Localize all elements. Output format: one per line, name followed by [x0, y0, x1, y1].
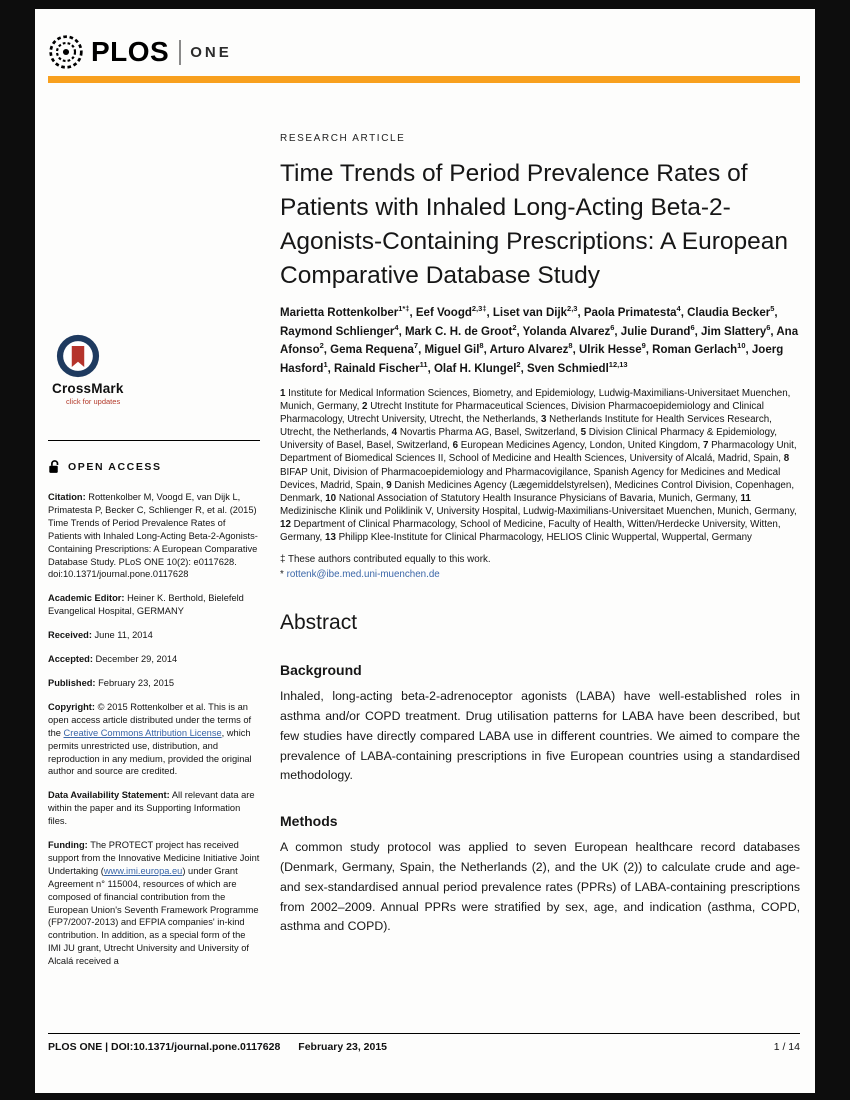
published-note	[48, 677, 260, 690]
article-page	[35, 9, 815, 1093]
author-name: Roman Gerlach$^{10}$	[652, 341, 746, 356]
funding-label: Funding:	[48, 840, 88, 851]
affiliation-number: 13	[325, 532, 339, 544]
email-asterisk: *	[280, 568, 284, 580]
author-name: Eef Voogd$^{2,3\ddagger}$	[415, 304, 487, 319]
copyright-text-before: © 2015 Rottenkolber et al. This is an open access article distributed under the terms of the	[48, 701, 252, 738]
affiliation-number: 5	[580, 427, 589, 439]
author-name: Arturo Alvarez$^8$	[489, 341, 573, 356]
data-availability-text: All relevant data are within the paper and its Supporting Information files.	[48, 790, 255, 827]
accepted-label: Accepted:	[48, 654, 93, 665]
article-type-kicker: RESEARCH ARTICLE	[280, 133, 406, 144]
citation-text: Rottenkolber M, Voogd E, van Dijk L, Primatesta P, Becker C, Schlienger R, et al. (2015) Time Trends of Period Prevalence Rates of Patients with Inhaled Long-Acting Beta-2-Agonists-Containing Prescriptions: A European Comparative Database Study. PLoS ONE 10(2): e0117628. doi:10.1371/journal.pone.0117628	[48, 492, 258, 580]
author-list: Marietta Rottenkolber$^{1*\ddagger}$, Eef Voogd$^{2,3\ddagger}$, Liset van Dijk$^{2,3}$, Paola Primatesta$^4$, Claudia Becker$^5$, Raymond Schlienger$^4$, Mark C. H. de Groot$^2$, Yolanda Alvarez$^6$, Julie Durand$^6$, Jim Slattery$^6$, Ana Afonso$^2$, Gema Requena$^7$, Miguel Gil$^8$, Arturo Alvarez$^8$, Ulrik Hesse$^9$, Roman Gerlach$^{10}$, Joerg Hasford$^1$, Rainald Fischer$^{11}$, Olaf H. Klungel$^2$, Sven Schmiedl$^{12,13}$	[280, 304, 799, 375]
logo-divider	[179, 40, 181, 65]
metadata-sidebar	[48, 83, 260, 979]
affiliation-number: 12	[280, 518, 294, 530]
copyright-label: Copyright:	[48, 701, 95, 712]
author-name: Joerg Hasford$^1$	[280, 344, 784, 375]
author-name: Paola Primatesta$^4$	[583, 304, 681, 319]
data-availability-note	[48, 789, 260, 828]
affiliation-number: 11	[740, 492, 751, 504]
abstract-methods-heading: Methods	[280, 813, 338, 830]
accepted-note	[48, 653, 260, 666]
received-note	[48, 629, 260, 642]
copyright-text-after: , which permits unrestricted use, distribution, and reproduction in any medium, provided the original author and source are credited.	[48, 727, 252, 777]
author-name: Rainald Fischer$^{11}$	[334, 359, 428, 375]
affiliation-number: 3	[541, 414, 550, 426]
funding-note	[48, 839, 260, 968]
author-name: Claudia Becker$^5$	[687, 304, 775, 319]
author-name: Sven Schmiedl$^{12,13}$	[526, 359, 628, 375]
abstract-heading: Abstract	[280, 611, 358, 635]
author-name: Ulrik Hesse$^9$	[578, 341, 646, 356]
abstract-background-text: Inhaled, long-acting beta-2-adrenoceptor agonists (LABA) have well-established roles in asthma and/or COPD treatment. Drug utilisation patterns for LABA have been described, but few studies have directly compared LABA use in different countries. We aimed to compare the prevalence of LABA-containing prescriptions in five European countries using a standardised methodology.	[280, 689, 800, 783]
crossmark-title: CrossMark	[52, 381, 124, 396]
open-access-label: OPEN ACCESS	[68, 461, 162, 473]
author-name: Olaf H. Klungel$^2$	[433, 359, 521, 375]
footer-date: February 23, 2015	[298, 1041, 388, 1053]
plos-wordmark: PLOS	[91, 36, 170, 67]
academic-editor-text: Heiner K. Berthold, Bielefeld Evangelical Hospital, GERMANY	[48, 593, 244, 617]
author-name: Jim Slattery$^6$	[701, 322, 771, 338]
corresponding-email-link[interactable]: rottenk@ibe.med.uni-muenchen.de	[286, 568, 440, 580]
corresponding-author-line	[280, 568, 800, 582]
abstract-background-heading: Background	[280, 662, 362, 679]
crossmark-subtitle: click for updates	[66, 397, 121, 406]
page-footer	[48, 1033, 800, 1053]
affiliation-number: 10	[325, 492, 339, 504]
cc-license-link[interactable]: Creative Commons Attribution License	[63, 727, 222, 738]
affiliation-number: 8	[783, 453, 790, 465]
footer-citation	[48, 1041, 387, 1053]
published-label: Published:	[48, 677, 96, 688]
affiliation-number: 1	[280, 388, 289, 399]
equal-contribution-note: ‡ These authors contributed equally to this work.	[280, 554, 491, 566]
open-lock-icon	[48, 459, 61, 475]
data-availability-label: Data Availability Statement:	[48, 790, 170, 801]
accent-bar	[48, 76, 800, 83]
imi-link[interactable]: www.imi.europa.eu	[103, 865, 183, 876]
author-name: Marietta Rottenkolber$^{1*\ddagger}$	[280, 304, 410, 319]
citation-label: Citation:	[48, 492, 86, 502]
funding-text-before: The PROTECT project has received support from the Innovative Medicine Initiative Joint Undertaking (	[48, 840, 260, 876]
author-name: Raymond Schlienger$^4$	[280, 322, 399, 338]
copyright-note	[48, 701, 260, 778]
article-title: Time Trends of Period Prevalence Rates of Patients with Inhaled Long-Acting Beta-2-Agonists-Containing Prescriptions: A European Comparative Database Study	[280, 160, 788, 289]
plos-logo	[48, 33, 800, 71]
affiliation-list: 1 Institute for Medical Information Sciences, Biometry, and Epidemiology, Ludwig-Maximilians-Universitaet Muenchen, Munich, Germany, 2 Utrecht Institute for Pharmaceutical Sciences, Division Pharmacoepidemiology and Clinical Pharmacology, Utrecht University, Utrecht, the Netherlands, 3 Netherlands Institute for Health Services Research, Utrecht, the Netherlands, 4 Novartis Pharma AG, Basel, Switzerland, 5 Division Clinical Pharmacy & Epidemiology, University of Basel, Basel, Switzerland, 6 European Medicines Agency, London, United Kingdom, 7 Pharmacology Unit, Department of Biomedical Sciences II, School of Medicine and Health Sciences, University of Alcalá, Madrid, Spain, 8 BIFAP Unit, Division of Pharmacoepidemiology and Pharmacovigilance, Spanish Agency for Medicines and Medical Devices, Madrid, Spain, 9 Danish Medicines Agency (Lægemiddelstyrelsen), Medicines Control Division, Copenhagen, Denmark, 10 National Association of Statutory Health Insurance Physicians of Bavaria, Munich, Germany, 11 Medizinische Klinik und Poliklinik V, University Hospital, Ludwig-Maximilians-Universitaet Muenchen, Munich, Germany, 12 Department of Clinical Pharmacology, School of Medicine, Faculty of Health, Witten/Herdecke University, Witten, Germany, 13 Philipp Klee-Institute for Clinical Pharmacology, HELIOS Clinic Wuppertal, Wuppertal, Germany	[280, 388, 797, 544]
author-name: Ana Afonso$^2$	[280, 325, 799, 356]
affiliation-number: 4	[391, 427, 400, 439]
footer-page-number: 1 / 14	[773, 1041, 800, 1053]
author-name: Mark C. H. de Groot$^2$	[404, 322, 517, 338]
affiliation-number: 9	[386, 479, 395, 491]
author-name: Gema Requena$^7$	[330, 341, 419, 356]
academic-editor-note	[48, 592, 260, 618]
journal-masthead	[48, 33, 800, 83]
open-access-badge	[48, 459, 260, 475]
received-date: June 11, 2014	[94, 630, 153, 641]
one-wordmark: ONE	[190, 43, 232, 61]
author-name: Liset van Dijk$^{2,3}$	[492, 304, 578, 319]
author-name: Yolanda Alvarez$^6$	[522, 322, 615, 338]
author-name: Julie Durand$^6$	[620, 322, 695, 338]
affiliation-number: 7	[702, 440, 712, 452]
funding-text-after: ) under Grant Agreement n° 115004, resources of which are composed of financial contribution from the European Union's Seventh Framework Programme (FP7/2007-2013) and EFPIA companies' in-kind contribution. In addition, as a special form of the IMI JU grant, Utrecht University and University of Alcalá received a	[48, 865, 259, 967]
received-label: Received:	[48, 630, 92, 641]
sidebar-divider	[48, 440, 260, 441]
article-main-column	[260, 83, 800, 937]
footer-doi: PLOS ONE | DOI:10.1371/journal.pone.0117628	[48, 1041, 281, 1053]
academic-editor-label: Academic Editor:	[48, 593, 125, 604]
accepted-date: December 29, 2014	[95, 654, 178, 665]
affiliation-number: 6	[452, 440, 461, 452]
author-name: Miguel Gil$^8$	[424, 341, 484, 356]
affiliation-number: 2	[362, 401, 371, 413]
published-date: February 23, 2015	[98, 677, 175, 688]
abstract-methods-text: A common study protocol was applied to seven European healthcare record databases (Denmark, Germany, Spain, the Netherlands (2), and the UK (2)) to calculate crude and age- and sex-standardised annual period prevalence rates (PPRs) of LABA-containing prescriptions from 2002–2009. Annual PPRs were stratified by sex, age, and indication (asthma, COPD, asthma and COPD).	[280, 840, 800, 934]
plos-logo-icon	[48, 34, 84, 70]
crossmark-badge[interactable]	[52, 333, 124, 406]
crossmark-icon	[55, 333, 101, 379]
citation-note	[48, 491, 260, 581]
